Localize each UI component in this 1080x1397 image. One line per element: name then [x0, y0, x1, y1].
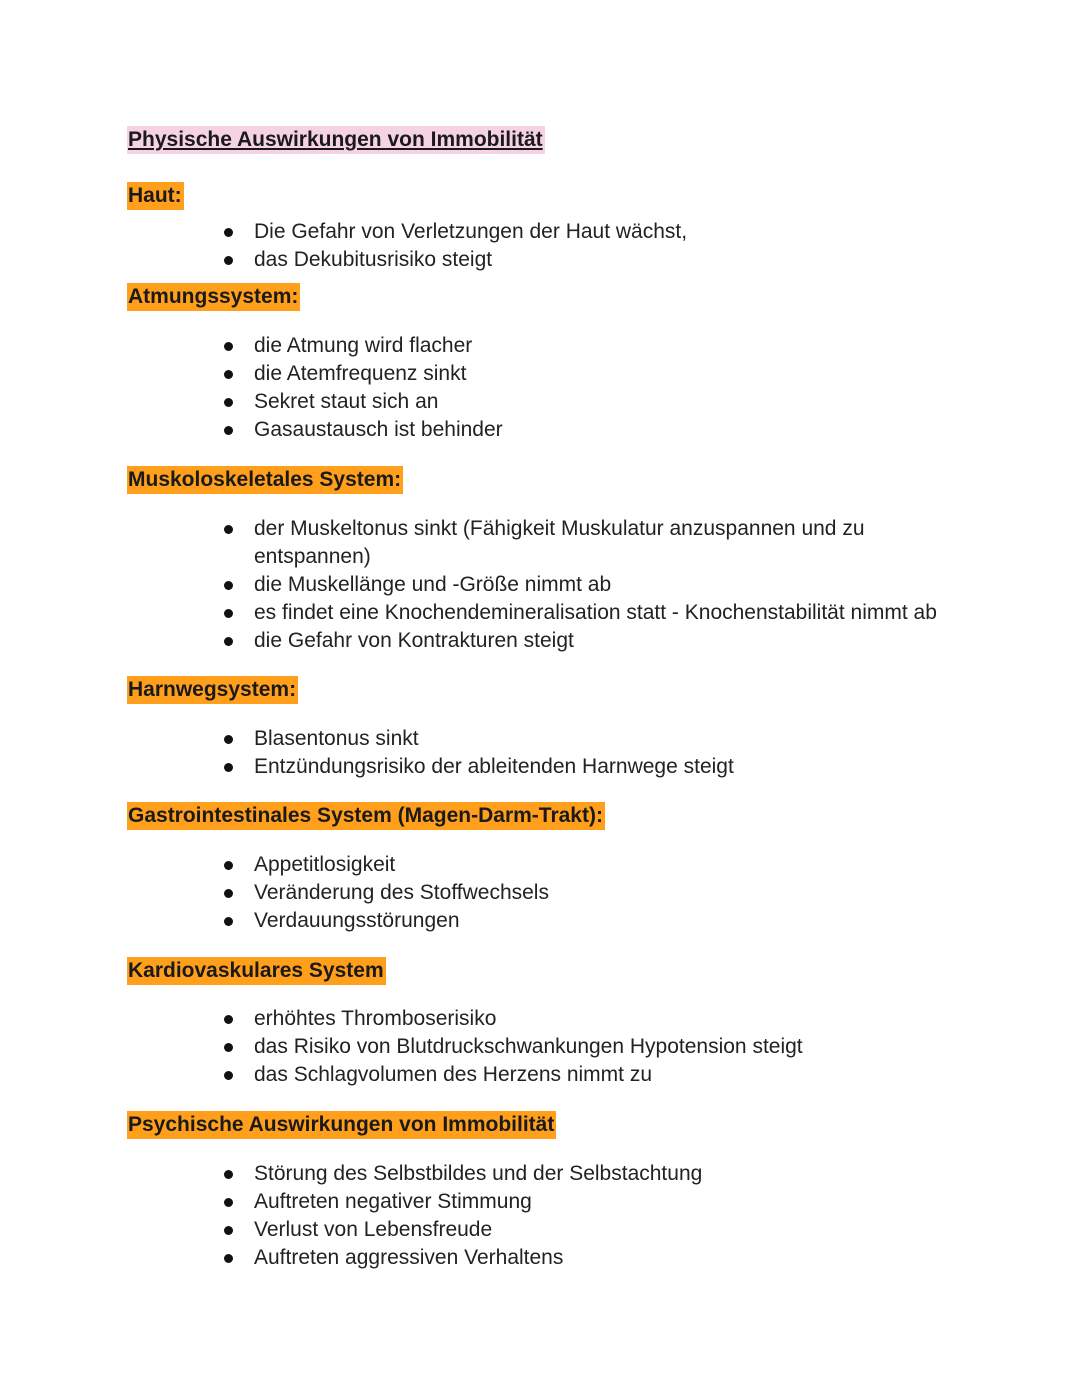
list-item-text: das Schlagvolumen des Herzens nimmt zu	[254, 1063, 653, 1086]
bullet-icon	[224, 1198, 233, 1207]
bullet-icon	[224, 1226, 233, 1235]
list-item-text: Die Gefahr von Verletzungen der Haut wächst,	[254, 220, 688, 243]
section-list-gastrointestinales-system	[222, 851, 982, 935]
list-item-text: Verlust von Lebensfreude	[254, 1218, 493, 1241]
list-item-text: Veränderung des Stoffwechsels	[254, 881, 549, 904]
list-item	[222, 1033, 982, 1061]
section-heading-haut: Haut:	[127, 182, 184, 210]
bullet-icon	[224, 1170, 233, 1179]
list-item	[222, 879, 982, 907]
list-item	[222, 1244, 982, 1272]
list-item	[222, 571, 982, 599]
list-item-text: die Gefahr von Kontrakturen steigt	[254, 629, 574, 652]
list-item-text: erhöhtes Thromboserisiko	[254, 1007, 497, 1030]
list-item	[222, 218, 982, 246]
list-item-text: die Atemfrequenz sinkt	[254, 362, 467, 385]
bullet-icon	[224, 861, 233, 870]
section-heading-atmungssystem: Atmungssystem:	[127, 283, 300, 311]
list-item	[222, 1061, 982, 1089]
list-item	[222, 1005, 982, 1033]
list-item	[222, 360, 982, 388]
list-item-text: Auftreten negativer Stimmung	[254, 1190, 532, 1213]
list-item	[222, 246, 982, 274]
section-heading-psychische-auswirkungen: Psychische Auswirkungen von Immobilität	[127, 1111, 556, 1139]
section-list-psychische-auswirkungen	[222, 1160, 982, 1272]
list-item-text: Entzündungsrisiko der ableitenden Harnwege steigt	[254, 755, 734, 778]
list-item-text: Auftreten aggressiven Verhaltens	[254, 1246, 564, 1269]
list-item	[222, 599, 982, 627]
list-item	[222, 1216, 982, 1244]
bullet-icon	[224, 609, 233, 618]
list-item	[222, 388, 982, 416]
bullet-icon	[224, 1254, 233, 1263]
section-list-atmungssystem	[222, 332, 982, 444]
section-heading-kardiovaskulares-system: Kardiovaskulares System	[127, 957, 386, 985]
bullet-icon	[224, 370, 233, 379]
bullet-icon	[224, 1015, 233, 1024]
section-list-haut	[222, 218, 982, 274]
list-item-text: Appetitlosigkeit	[254, 853, 396, 876]
bullet-icon	[224, 735, 233, 744]
list-item	[222, 515, 894, 571]
bullet-icon	[224, 1043, 233, 1052]
list-item	[222, 1160, 982, 1188]
bullet-icon	[224, 525, 233, 534]
section-heading-gastrointestinales-system: Gastrointestinales System (Magen-Darm-Trakt):	[127, 802, 605, 830]
list-item	[222, 416, 982, 444]
document-title: Physische Auswirkungen von Immobilität	[127, 126, 545, 154]
section-heading-muskoloskeletales-system: Muskoloskeletales System:	[127, 466, 403, 494]
list-item	[222, 907, 982, 935]
bullet-icon	[224, 1071, 233, 1080]
list-item-text: es findet eine Knochendemineralisation statt - Knochenstabilität nimmt ab	[254, 601, 937, 624]
list-item-text: Störung des Selbstbildes und der Selbstachtung	[254, 1162, 703, 1185]
section-heading-harnwegsystem: Harnwegsystem:	[127, 676, 298, 704]
list-item	[222, 332, 982, 360]
bullet-icon	[224, 426, 233, 435]
list-item-text: Verdauungsstörungen	[254, 909, 460, 932]
bullet-icon	[224, 256, 233, 265]
list-item-text: die Atmung wird flacher	[254, 334, 473, 357]
bullet-icon	[224, 342, 233, 351]
list-item	[222, 1188, 982, 1216]
list-item-text: das Risiko von Blutdruckschwankungen Hypotension steigt	[254, 1035, 803, 1058]
bullet-icon	[224, 398, 233, 407]
list-item-text: Gasaustausch ist behinder	[254, 418, 503, 441]
list-item	[222, 725, 982, 753]
list-item	[222, 627, 982, 655]
bullet-icon	[224, 917, 233, 926]
list-item-text: das Dekubitusrisiko steigt	[254, 248, 493, 271]
list-item	[222, 753, 982, 781]
bullet-icon	[224, 228, 233, 237]
section-list-muskoloskeletales-system	[222, 515, 982, 655]
list-item	[222, 851, 982, 879]
list-item-text: Blasentonus sinkt	[254, 727, 419, 750]
list-item-text: der Muskeltonus sinkt (Fähigkeit Muskulatur anzuspannen und zu entspannen)	[254, 517, 865, 568]
bullet-icon	[224, 637, 233, 646]
bullet-icon	[224, 889, 233, 898]
section-list-kardiovaskulares-system	[222, 1005, 982, 1089]
section-list-harnwegsystem	[222, 725, 982, 781]
bullet-icon	[224, 581, 233, 590]
list-item-text: die Muskellänge und -Größe nimmt ab	[254, 573, 612, 596]
bullet-icon	[224, 763, 233, 772]
list-item-text: Sekret staut sich an	[254, 390, 439, 413]
